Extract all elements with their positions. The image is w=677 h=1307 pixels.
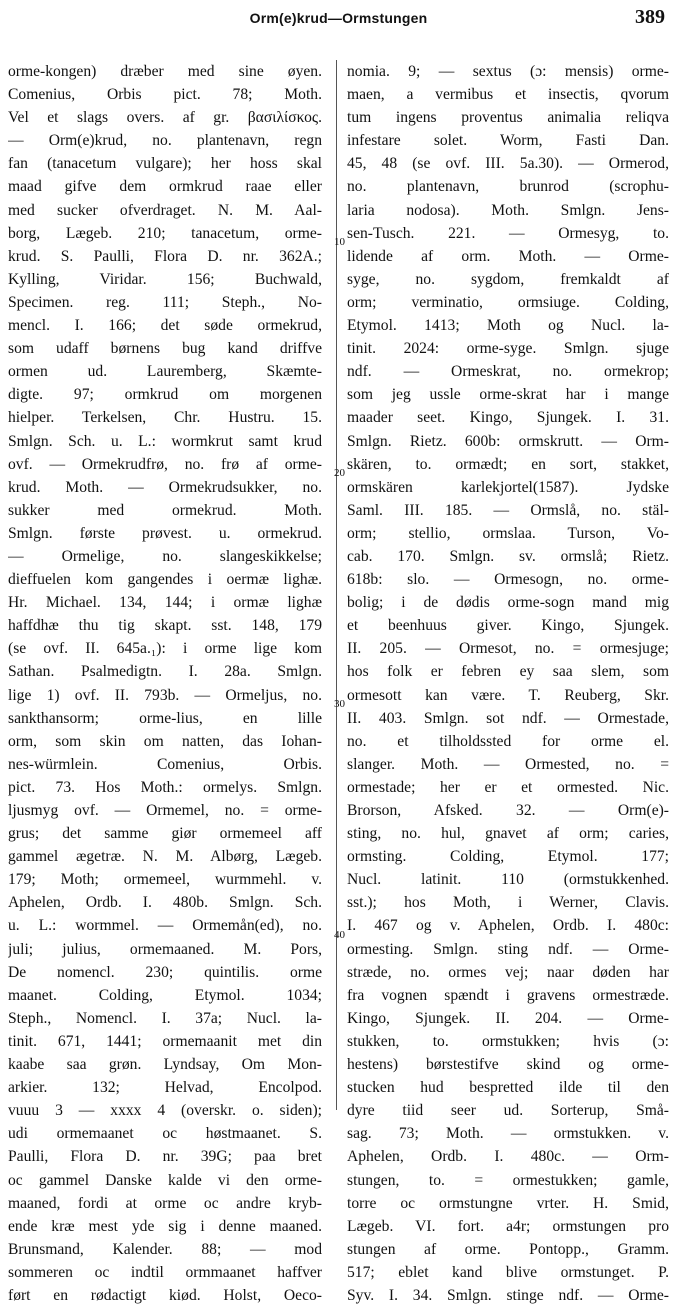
text-line: infestare solet. Worm, Fasti Dan. (347, 132, 669, 150)
text-line: et beenhuus giver. Kingo, Sjungek. (347, 617, 669, 635)
text-line: vuuu 3 — xxxx 4 (overskr. o. siden); (8, 1102, 322, 1120)
text-line: ormsting. Colding, Etymol. 177; (347, 848, 669, 866)
text-line: Paulli, Flora D. nr. 39G; paa bret (8, 1148, 322, 1166)
text-line: ljusmyg ovf. — Ormemel, no. = orme- (8, 802, 322, 819)
text-line: stræde, no. ormes vej; naar døden har (347, 963, 669, 981)
text-line: hielper. Terkelsen, Chr. Hustru. 15. (8, 409, 322, 427)
text-line: nes-würmlein. Comenius, Orbis. (8, 755, 322, 773)
text-line: stukken, to. ormstukken; hvis (ɔ: (347, 1032, 669, 1050)
text-line: Brunsmand, Kalender. 88; — mod (8, 1240, 322, 1258)
text-line: sag. 73; Moth. — ormstukken. v. (347, 1125, 669, 1143)
text-line: 618b: slo. — Ormesogn, no. orme- (347, 571, 669, 589)
text-line: sommeren oc indtil ormmaanet haffver (8, 1263, 322, 1281)
text-line: orm; verminatio, ormsiuge. Colding, (347, 293, 669, 311)
text-line: 517; eblet kand blive ormstunget. P. (347, 1263, 669, 1281)
text-line: ormen ud. Lauremberg, Skæmte- (8, 363, 322, 381)
text-line: Saml. III. 185. — Ormslå, no. stäl- (347, 501, 669, 519)
text-line: slanger. Moth. — Ormested, no. = (347, 755, 669, 773)
text-line: De nomencl. 230; quintilis. orme (8, 963, 322, 981)
text-line: sst.); hos Moth, i Werner, Clavis. (347, 894, 669, 912)
text-line: ormestade; her er et ormested. Nic. (347, 778, 669, 796)
text-line: Kylling, Viridar. 156; Buchwald, (8, 270, 322, 288)
text-line: II. 205. — Ormesot, no. = ormesjuge; (347, 640, 669, 658)
text-line: ført en rødactigt kiød. Holst, Oeco- (8, 1286, 322, 1304)
text-line: cab. 170. Smlgn. sv. ormslå; Rietz. (347, 547, 669, 565)
text-line: arkier. 132; Helvad, Encolpod. (8, 1079, 322, 1097)
text-line: skären, to. ormædt; en sort, stakket, (347, 455, 669, 473)
text-line: dieffuelen kom gangendes i oermæ lighæ. (8, 571, 322, 589)
text-line: hestens) børstestifve skind og orme- (347, 1056, 669, 1074)
text-line: Steph., Nomencl. I. 37a; Nucl. la- (8, 1009, 322, 1027)
text-line: Lægeb. VI. fort. a4r; ormstungen pro (347, 1217, 669, 1235)
text-line: hos folk er febren ey saa slem, som (347, 663, 669, 681)
text-line: ormesott kan være. T. Reuberg, Skr. (347, 686, 669, 704)
text-line: lige 1) ovf. II. 793b. — Ormeljus, no. (8, 686, 322, 704)
text-line: u. L.: wormmel. — Ormemån(ed), no. (8, 917, 322, 935)
page-number: 389 (635, 6, 665, 28)
text-line: fra vognen spændt i gravens ormestræde. (347, 986, 669, 1004)
column-divider (336, 60, 337, 1110)
text-line: Aphelen, Ordb. I. 480b. Smlgn. Sch. (8, 894, 322, 912)
text-line: nomia. 9; — sextus (ɔ: mensis) orme- (347, 63, 669, 80)
text-line: gammel ægetræ. N. M. Albørg, Lægeb. (8, 848, 322, 866)
text-line: (se ovf. II. 645a.₁): i orme lige kom (8, 640, 322, 658)
text-line: Syv. I. 34. Smlgn. stinge ndf. — Orme- (347, 1286, 669, 1304)
text-line: stungen af orme. Pontopp., Gramm. (347, 1240, 669, 1258)
text-line: krud. S. Paulli, Flora D. nr. 362A.; (8, 247, 322, 265)
text-line: no. plantenavn, brunrod (scrophu- (347, 178, 669, 196)
text-line: tum ingens proventus animalia reliqva (347, 109, 669, 127)
text-line: bolig; i de dødis orme-sogn mand mig (347, 594, 669, 612)
text-line: juli; julius, ormemaaned. M. Pors, (8, 940, 322, 958)
text-line: 45, 48 (se ovf. III. 5a.30). — Ormerod, (347, 155, 669, 173)
page-header (0, 6, 677, 32)
text-line: Smlgn. Sch. u. L.: wormkrut samt krud (8, 432, 322, 450)
text-line: med sucker ofverdraget. N. M. Aal- (8, 201, 322, 219)
text-line: maad gifve dem ormkrud raae eller (8, 178, 322, 196)
line-number-20: 20 (334, 466, 345, 479)
text-line: sukker med ormekrud. Moth. (8, 501, 322, 519)
text-line: maader seet. Kingo, Sjungek. I. 31. (347, 409, 669, 427)
text-line: dyre tiid seer ud. Sorterup, Små- (347, 1102, 669, 1120)
text-line: 179; Moth; ormemeel, wurmmehl. v. (8, 871, 322, 889)
text-line: maanet. Colding, Etymol. 1034; (8, 986, 322, 1004)
running-title: Orm(e)krud—Ormstungen (249, 10, 428, 26)
text-line: Comenius, Orbis pict. 78; Moth. (8, 86, 322, 104)
text-line: — Orm(e)krud, no. plantenavn, regn (8, 132, 322, 150)
text-line: Smlgn. første prøvest. u. ormekrud. (8, 524, 322, 542)
text-line: tinit. 2024: orme-syge. Smlgn. sjuge (347, 340, 669, 358)
text-line: sen-Tusch. 221. — Ormesyg, to. (347, 224, 669, 242)
text-line: som jeg ussle orme-skrat har i mange (347, 386, 669, 404)
text-line: ende kræ mest yde sig i denne maaned. (8, 1217, 322, 1235)
line-number-10: 10 (334, 235, 345, 248)
line-number-40: 40 (334, 928, 345, 941)
text-line: borg, Lægeb. 210; tanacetum, orme- (8, 224, 322, 242)
text-line: digte. 97; ormkrud om morgenen (8, 386, 322, 404)
text-line: ovf. — Ormekrudfrø, no. frø af orme- (8, 455, 322, 473)
text-line: maen, a vermibus et insectis, qvorum (347, 86, 669, 104)
text-line: krud. Moth. — Ormekrudsukker, no. (8, 478, 322, 496)
text-line: orm; stellio, ormslaa. Turson, Vo- (347, 524, 669, 542)
text-line: — Ormelige, no. slangeskikkelse; (8, 547, 322, 565)
text-line: stucken hud bespretted ilde til den (347, 1079, 669, 1097)
text-line: orm, som skin om natten, das Iohan- (8, 732, 322, 750)
text-line: udi ormemaanet oc høstmaanet. S. (8, 1125, 322, 1143)
text-line: Sathan. Psalmedigtn. I. 28a. Smlgn. (8, 663, 322, 681)
text-line: maaned, fordi at orme oc andre kryb- (8, 1194, 322, 1212)
text-line: Hr. Michael. 134, 144; i ormæ lighæ (8, 594, 322, 612)
text-line: pict. 73. Hos Moth.: ormelys. Smlgn. (8, 778, 322, 796)
text-line: Kingo, Sjungek. II. 204. — Orme- (347, 1009, 669, 1027)
text-line: ormskären karlekjortel(1587). Jydske (347, 478, 669, 496)
line-number-30: 30 (334, 697, 345, 710)
text-line: haffdhæ thu tig skapt. sst. 148, 179 (8, 617, 322, 635)
text-line: fan (tanacetum vulgare); her hoss skal (8, 155, 322, 173)
text-line: som udaff børnens bug kand driffve (8, 340, 322, 358)
text-line: Brorson, Afsked. 32. — Orm(e)- (347, 802, 669, 819)
text-line: ormesting. Smlgn. sting ndf. — Orme- (347, 940, 669, 958)
text-line: syge, no. sygdom, fremkaldt af (347, 270, 669, 288)
text-line: ndf. — Ormeskrat, no. ormekrop; (347, 363, 669, 381)
text-line: Vel et slags overs. af gr. βασιλίσκος. (8, 109, 322, 127)
text-line: sting, no. hul, gnavet af orm; caries, (347, 825, 669, 843)
text-line: orme-kongen) dræber med sine øyen. (8, 63, 322, 80)
text-line: I. 467 og v. Aphelen, Ordb. I. 480c: (347, 917, 669, 935)
text-line: stungen, to. = ormestukken; gamle, (347, 1171, 669, 1189)
text-line: oc gammel Danske kalde vi den orme- (8, 1171, 322, 1189)
text-line: Specimen. reg. 111; Steph., No- (8, 293, 322, 311)
text-line: lidende af orm. Moth. — Orme- (347, 247, 669, 265)
text-line: Aphelen, Ordb. I. 480c. — Orm- (347, 1148, 669, 1166)
text-line: sankthansorm; orme-lius, en lille (8, 709, 322, 727)
text-line: grus; det samme giør ormemeel aff (8, 825, 322, 843)
text-line: Nucl. latinit. 110 (ormstukkenhed. (347, 871, 669, 889)
text-line: II. 403. Smlgn. sot ndf. — Ormestade, (347, 709, 669, 727)
text-line: mencl. I. 166; det søde ormekrud, (8, 317, 322, 335)
text-line: laria nodosa). Moth. Smlgn. Jens- (347, 201, 669, 219)
text-line: kaabe saa grøn. Lyndsay, Om Mon- (8, 1056, 322, 1074)
text-line: torre oc ormstungne vrter. H. Smid, (347, 1194, 669, 1212)
text-line: tinit. 671, 1441; ormemaanit met din (8, 1032, 322, 1050)
text-line: Etymol. 1413; Moth og Nucl. la- (347, 317, 669, 335)
text-line: Smlgn. Rietz. 600b: ormskrutt. — Orm- (347, 432, 669, 450)
text-line: no. et tilholdssted for orme el. (347, 732, 669, 750)
